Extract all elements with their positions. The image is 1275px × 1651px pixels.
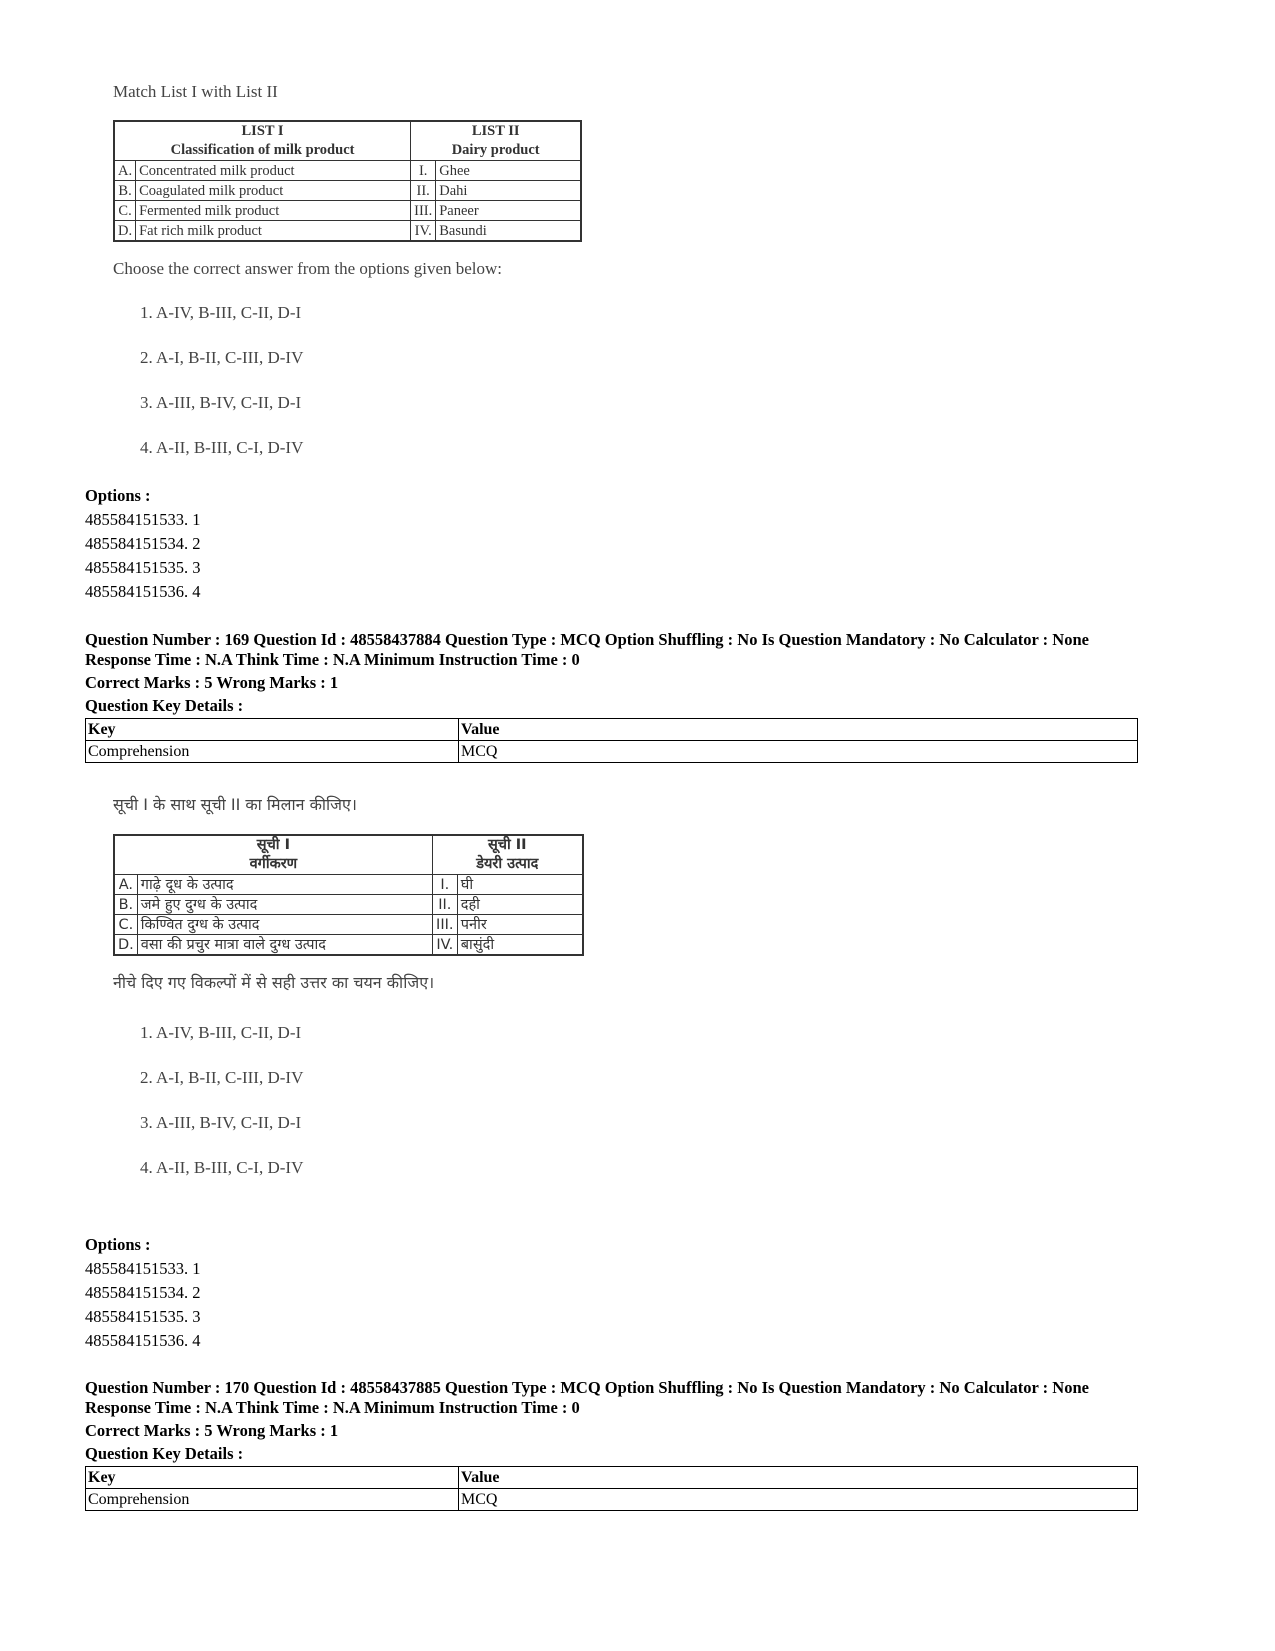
options-block: [85, 1233, 201, 1353]
row-numeral: III.: [411, 201, 436, 221]
row-classification: Fermented milk product: [136, 201, 411, 221]
choice-item: 4. A-II, B-III, C-I, D-IV: [140, 1158, 304, 1177]
choice-item: 1. A-IV, B-III, C-II, D-I: [140, 303, 302, 322]
row-numeral: IV.: [432, 935, 457, 956]
list1-subtitle: वर्गीकरण: [249, 856, 298, 872]
list1-header: [114, 121, 411, 161]
question-meta-line2: Response Time : N.A Think Time : N.A Minimum Instruction Time : 0: [85, 1398, 580, 1417]
row-letter: B.: [114, 895, 137, 915]
list2-title: LIST II: [471, 123, 520, 139]
row-classification: Fat rich milk product: [136, 221, 411, 242]
row-classification: Concentrated milk product: [136, 161, 411, 181]
question-meta-169: [85, 630, 1145, 763]
choice-item: 4. A-II, B-III, C-I, D-IV: [140, 438, 304, 457]
choice-item: 1. A-IV, B-III, C-II, D-I: [140, 1023, 302, 1042]
choose-instruction: Choose the correct answer from the options given below:: [113, 259, 503, 278]
row-product: पनीर: [457, 915, 583, 935]
options-label: Options :: [85, 486, 151, 505]
list1-header: [114, 835, 432, 875]
value-cell: MCQ: [459, 1489, 1138, 1511]
row-classification: गाढ़े दूध के उत्पाद: [137, 875, 432, 895]
row-numeral: I.: [411, 161, 436, 181]
option-item: 485584151534. 2: [85, 534, 201, 553]
options-label: Options :: [85, 1235, 151, 1254]
row-letter: A.: [114, 161, 136, 181]
table-row: [114, 895, 583, 915]
row-classification: किण्वित दुग्ध के उत्पाद: [137, 915, 432, 935]
option-item: 485584151535. 3: [85, 1307, 201, 1326]
key-header: Key: [86, 719, 459, 741]
key-details-label: Question Key Details :: [85, 1444, 244, 1463]
question-image-hindi: [113, 793, 584, 1190]
table-row: [86, 719, 1138, 741]
table-row: [86, 741, 1138, 763]
option-item: 485584151533. 1: [85, 1259, 201, 1278]
list1-subtitle: Classification of milk product: [170, 142, 355, 158]
key-cell: Comprehension: [86, 741, 459, 763]
row-product: Dahi: [436, 181, 582, 201]
row-product: Paneer: [436, 201, 582, 221]
value-header: Value: [459, 1467, 1138, 1489]
value-header: Value: [459, 719, 1138, 741]
list2-subtitle: Dairy product: [451, 142, 540, 158]
table-row: [114, 161, 581, 181]
list1-title: सूची I: [256, 837, 290, 853]
key-header: Key: [86, 1467, 459, 1489]
row-product: दही: [457, 895, 583, 915]
match-table: [113, 120, 582, 242]
table-row: [114, 201, 581, 221]
choice-item: 3. A-III, B-IV, C-II, D-I: [140, 393, 302, 412]
value-cell: MCQ: [459, 741, 1138, 763]
question-intro: Match List I with List II: [113, 82, 278, 101]
row-letter: B.: [114, 181, 136, 201]
row-classification: Coagulated milk product: [136, 181, 411, 201]
options-block: [85, 484, 201, 604]
row-letter: C.: [114, 915, 137, 935]
key-details-label: Question Key Details :: [85, 696, 244, 715]
question-meta-170: [85, 1378, 1145, 1511]
option-item: 485584151534. 2: [85, 1283, 201, 1302]
table-row: [86, 1489, 1138, 1511]
option-item: 485584151535. 3: [85, 558, 201, 577]
question-meta-line2: Response Time : N.A Think Time : N.A Minimum Instruction Time : 0: [85, 650, 580, 669]
row-numeral: II.: [411, 181, 436, 201]
option-item: 485584151536. 4: [85, 1331, 201, 1350]
option-item: 485584151536. 4: [85, 582, 201, 601]
table-row: [114, 181, 581, 201]
row-product: घी: [457, 875, 583, 895]
row-letter: D.: [114, 935, 137, 956]
question-meta-line1: Question Number : 169 Question Id : 48558437884 Question Type : MCQ Option Shuffling : No Is Question Mandatory : No Calculator : None: [85, 630, 1089, 649]
choice-item: 2. A-I, B-II, C-III, D-IV: [140, 1068, 304, 1087]
list2-header: [432, 835, 583, 875]
list2-header: [411, 121, 582, 161]
marks-line: Correct Marks : 5 Wrong Marks : 1: [85, 1421, 339, 1440]
table-row: [114, 221, 581, 242]
row-classification: वसा की प्रचुर मात्रा वाले दुग्ध उत्पाद: [137, 935, 432, 956]
table-row: [86, 1467, 1138, 1489]
row-letter: C.: [114, 201, 136, 221]
row-classification: जमे हुए दुग्ध के उत्पाद: [137, 895, 432, 915]
row-letter: D.: [114, 221, 136, 242]
table-row: [114, 935, 583, 956]
list1-title: LIST I: [241, 123, 284, 139]
key-details-table: [85, 1466, 1138, 1511]
key-details-table: [85, 718, 1138, 763]
choice-item: 3. A-III, B-IV, C-II, D-I: [140, 1113, 302, 1132]
row-product: Basundi: [436, 221, 582, 242]
row-product: बासुंदी: [457, 935, 583, 956]
question-intro: सूची I के साथ सूची II का मिलान कीजिए।: [113, 795, 357, 814]
choose-instruction: नीचे दिए गए विकल्पों में से सही उत्तर का चयन कीजिए।: [113, 973, 435, 992]
row-letter: A.: [114, 875, 137, 895]
table-row: [114, 915, 583, 935]
row-product: Ghee: [436, 161, 582, 181]
match-table: [113, 834, 584, 956]
row-numeral: I.: [432, 875, 457, 895]
option-item: 485584151533. 1: [85, 510, 201, 529]
key-cell: Comprehension: [86, 1489, 459, 1511]
marks-line: Correct Marks : 5 Wrong Marks : 1: [85, 673, 339, 692]
table-row: [114, 875, 583, 895]
list2-title: सूची II: [487, 837, 527, 853]
choice-item: 2. A-I, B-II, C-III, D-IV: [140, 348, 304, 367]
question-meta-line1: Question Number : 170 Question Id : 48558437885 Question Type : MCQ Option Shuffling : No Is Question Mandatory : No Calculator : None: [85, 1378, 1089, 1397]
row-numeral: IV.: [411, 221, 436, 242]
question-image-english: [113, 80, 582, 470]
list2-subtitle: डेयरी उत्पाद: [476, 856, 539, 872]
row-numeral: II.: [432, 895, 457, 915]
row-numeral: III.: [432, 915, 457, 935]
